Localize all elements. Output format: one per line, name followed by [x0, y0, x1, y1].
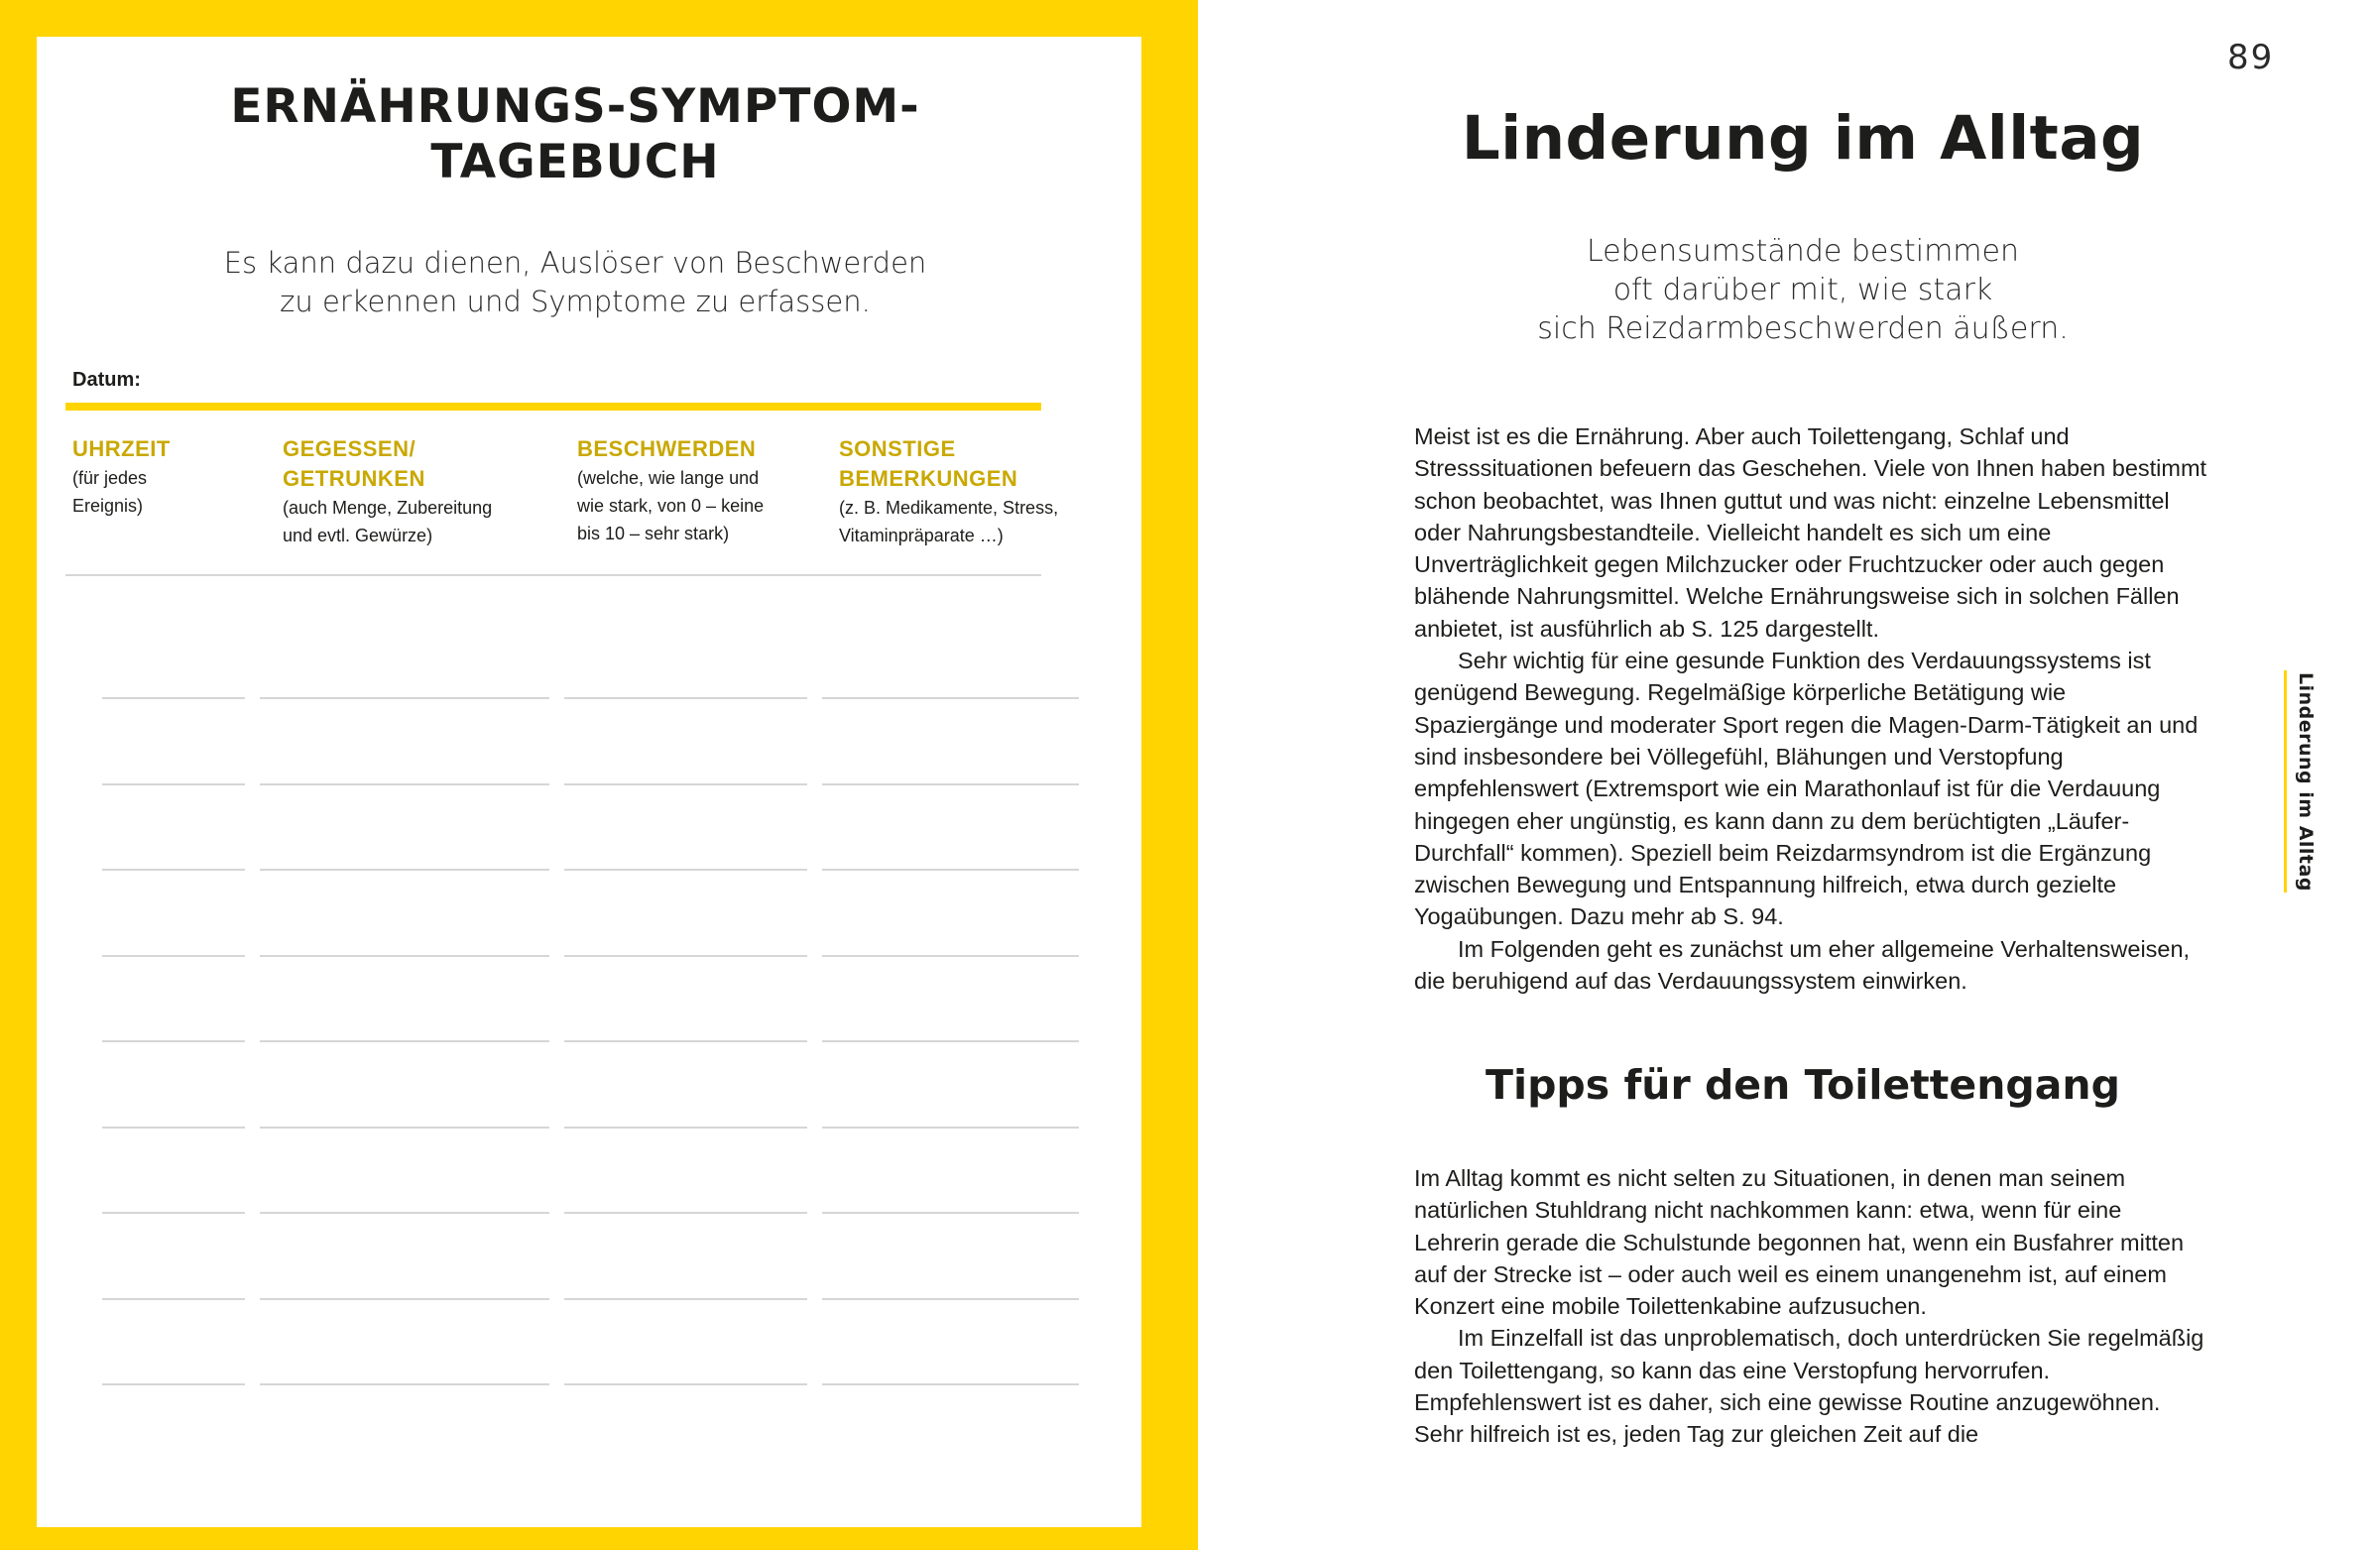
column-header-time — [72, 434, 171, 520]
diary-entry-line — [102, 1040, 245, 1042]
diary-intro-line: zu erkennen und Symptome zu erfassen. — [280, 285, 871, 318]
chapter-lead-line: sich Reizdarmbeschwerden äußern. — [1537, 311, 2069, 346]
page-number: 89 — [2227, 38, 2275, 77]
diary-entry-line — [102, 1212, 245, 1214]
body-paragraph: Im Folgenden geht es zunächst um eher allgemeine Verhaltensweisen, die beruhigend auf das Verdauungssystem einwirken. — [1414, 935, 2191, 995]
column-heading: BESCHWERDEN — [577, 436, 757, 461]
column-header-food — [283, 434, 492, 549]
diary-entry-line — [822, 1298, 1079, 1300]
diary-entry-line — [102, 783, 245, 785]
diary-entry-line — [102, 1298, 245, 1300]
column-header-symptoms — [577, 434, 764, 547]
column-description: bis 10 – sehr stark) — [577, 524, 730, 543]
column-description: und evtl. Gewürze) — [283, 526, 433, 545]
column-header-notes — [839, 434, 1058, 549]
diary-entry-line — [260, 697, 549, 699]
diary-entry-line — [564, 1212, 807, 1214]
diary-entry-line — [822, 955, 1079, 957]
chapter-lead-line: Lebensumstände bestimmen — [1587, 234, 2019, 269]
header-underline — [65, 574, 1041, 576]
diary-entry-line — [260, 1298, 549, 1300]
diary-entry-line — [564, 955, 807, 957]
chapter-lead — [1376, 232, 2229, 348]
column-description: (auch Menge, Zubereitung — [283, 498, 493, 518]
diary-entry-line — [102, 955, 245, 957]
diary-entry-line — [260, 1212, 549, 1214]
diary-title-line: ERNÄHRUNGS-SYMPTOM- — [230, 79, 920, 134]
diary-intro-line: Es kann dazu dienen, Auslöser von Beschwerden — [223, 246, 927, 280]
diary-entry-line — [822, 783, 1079, 785]
diary-entry-line — [564, 1127, 807, 1129]
column-heading: UHRZEIT — [72, 436, 171, 461]
date-label: Datum: — [72, 369, 141, 391]
chapter-side-tab-label: Linderung im Alltag — [2295, 671, 2317, 892]
diary-entry-line — [564, 1040, 807, 1042]
body-paragraph: Im Einzelfall ist das unproblematisch, doch unterdrücken Sie regelmäßig den Toilettengang, so kann das eine Verstopfung hervorrufen. Empfehlenswert ist es daher, sich eine gewisse Routine anzugewöhnen. Sehr hilfreich ist es, jeden Tag zur gleichen Zeit auf die — [1414, 1325, 2204, 1448]
diary-entry-line — [260, 1040, 549, 1042]
column-heading: GEGESSEN/ — [283, 436, 416, 461]
body-paragraph: Im Alltag kommt es nicht selten zu Situationen, in denen man seinem natürlichen Stuhldrang nicht nachkommen kann: etwa, wenn für eine Lehrerin gerade die Schulstunde begonnen hat, wenn ein Busfahrer mitten auf der Strecke ist – oder auch weil es einem unangenehm ist, auf einem Konzert eine mobile Toilettenkabine aufzusuchen. — [1414, 1165, 2185, 1320]
column-description: (z. B. Medikamente, Stress, — [839, 498, 1059, 518]
diary-entry-line — [260, 869, 549, 871]
diary-entry-line — [822, 1212, 1079, 1214]
diary-entry-line — [102, 1127, 245, 1129]
chapter-body — [1414, 420, 2207, 997]
column-description: (für jedes — [72, 468, 148, 488]
chapter-title: Linderung im Alltag — [1461, 103, 2145, 174]
column-heading: BEMERKUNGEN — [839, 466, 1018, 491]
diary-entry-line — [822, 1127, 1079, 1129]
diary-entry-line — [102, 697, 245, 699]
diary-entry-line — [822, 1383, 1079, 1385]
body-paragraph: Meist ist es die Ernährung. Aber auch Toilettengang, Schlaf und Stresssituationen befeuern das Geschehen. Viele von Ihnen haben bestimmt schon beobachtet, was Ihnen guttut und was nicht: einzelne Lebensmittel oder Nahrungsbestandteile. Vielleicht handelt es sich um eine Unverträglichkeit gegen Milchzucker oder Fruchtzucker oder auch gegen blähende Nahrungsmittel. Welche Ernährungsweise sich in solchen Fällen anbietet, ist ausführlich ab S. 125 dargestellt. — [1414, 423, 2207, 642]
diary-entry-line — [102, 1383, 245, 1385]
diary-entry-line — [260, 955, 549, 957]
diary-entry-line — [564, 1298, 807, 1300]
column-description: Vitaminpräparate …) — [839, 526, 1004, 545]
column-heading: SONSTIGE — [839, 436, 956, 461]
diary-entry-line — [564, 869, 807, 871]
yellow-divider — [65, 403, 1041, 411]
column-description: (welche, wie lange und — [577, 468, 760, 488]
column-description: wie stark, von 0 – keine — [577, 496, 765, 516]
column-description: Ereignis) — [72, 496, 144, 516]
section-body — [1414, 1162, 2207, 1451]
diary-entry-line — [564, 1383, 807, 1385]
section-title: Tipps für den Toilettengang — [1486, 1061, 2120, 1109]
diary-intro — [0, 244, 1150, 321]
column-heading: GETRUNKEN — [283, 466, 425, 491]
diary-entry-line — [822, 697, 1079, 699]
body-paragraph: Sehr wichtig für eine gesunde Funktion des Verdauungssystems ist genügend Bewegung. Regelmäßige körperliche Betätigung wie Spaziergänge und moderater Sport regen die Magen-Darm-Tätigkeit an und sind insbesondere bei Völlegefühl, Blähungen und Verstopfung empfehlenswert (Extremsport wie ein Marathonlauf ist für die Verdauung hingegen eher ungünstig, es kann dann zu dem berüchtigten „Läufer-Durchfall“ kommen). Speziell beim Reizdarmsyndrom ist die Ergänzung zwischen Bewegung und Entspannung hilfreich, etwa durch gezielte Yogaübungen. Dazu mehr ab S. 94. — [1414, 648, 2199, 930]
diary-entry-line — [260, 1383, 549, 1385]
diary-entry-line — [564, 697, 807, 699]
diary-entry-line — [260, 1127, 549, 1129]
chapter-lead-line: oft darüber mit, wie stark — [1612, 273, 1993, 307]
diary-title-line: TAGEBUCH — [430, 135, 720, 189]
diary-entry-line — [102, 869, 245, 871]
diary-entry-line — [564, 783, 807, 785]
diary-entry-line — [822, 1040, 1079, 1042]
diary-title — [0, 79, 1150, 190]
diary-entry-line — [260, 783, 549, 785]
diary-entry-line — [822, 869, 1079, 871]
